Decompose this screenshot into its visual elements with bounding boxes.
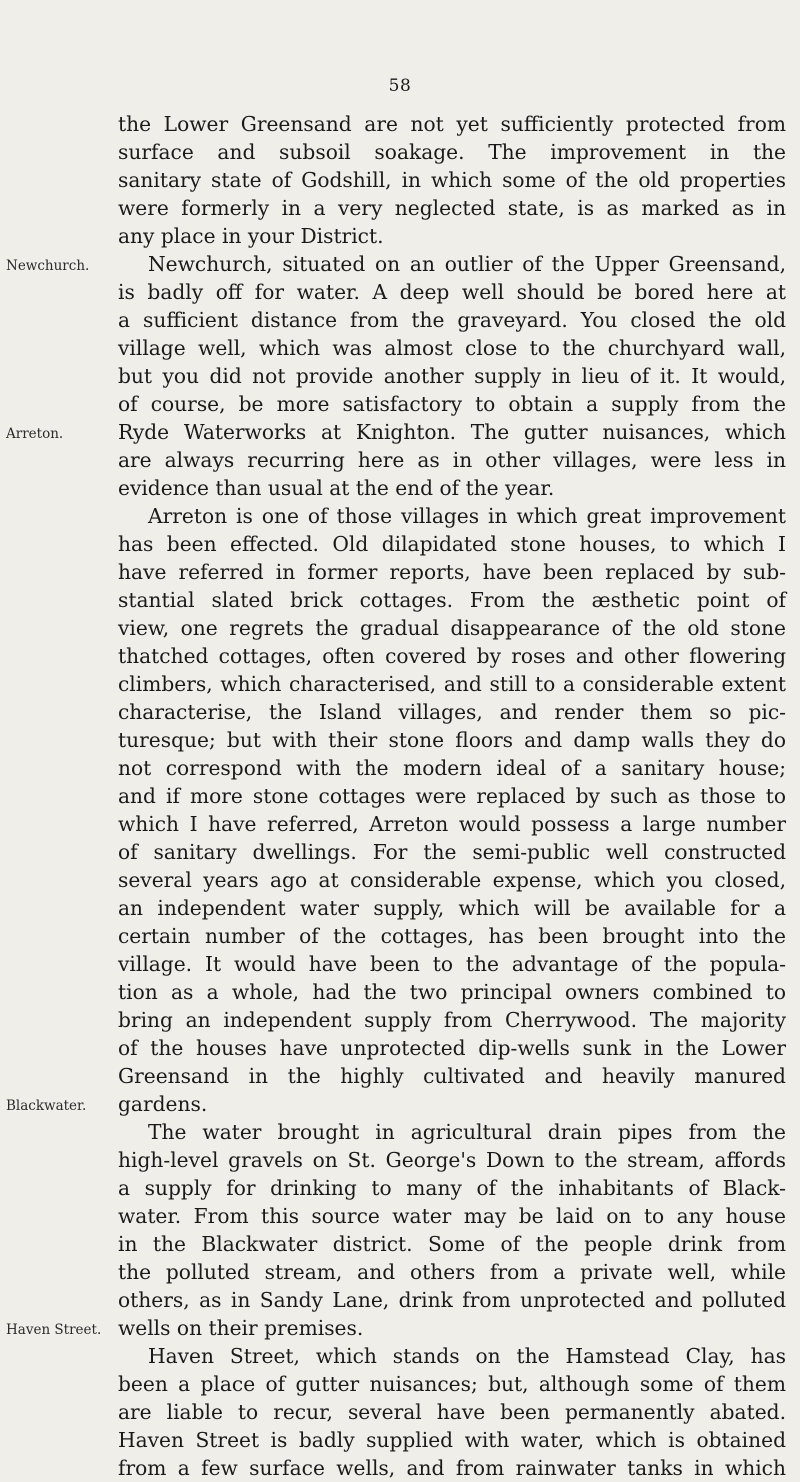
text-line: surface and subsoil soakage. The improvement in the [118, 140, 786, 164]
text-line: certain number of the cottages, has been brought into the [118, 924, 786, 948]
text-line: has been effected. Old dilapidated stone houses, to which I [118, 532, 786, 556]
text-line: the Lower Greensand are not yet sufficiently protected from [118, 112, 786, 136]
text-line: tion as a whole, had the two principal owners combined to [118, 980, 786, 1004]
paragraph-start-haven-street: Haven Street, which stands on the Hamstead Clay, has [148, 1344, 786, 1368]
margin-note-newchurch: Newchurch. [6, 258, 90, 274]
paragraph-start-newchurch: Newchurch, situated on an outlier of the Upper Greensand, [148, 252, 786, 276]
text-line: evidence than usual at the end of the year. [118, 476, 555, 500]
text-line: are liable to recur, several have been permanently abated. [118, 1400, 786, 1424]
text-line: is badly off for water. A deep well should be bored here at [118, 280, 786, 304]
text-line: view, one regrets the gradual disappearance of the old stone [118, 616, 786, 640]
text-line: the polluted stream, and others from a private well, while [118, 1260, 786, 1284]
text-line: sanitary state of Godshill, in which some of the old properties [118, 168, 786, 192]
text-line: water. From this source water may be laid on to any house [118, 1204, 786, 1228]
text-line: stantial slated brick cottages. From the æsthetic point of [118, 588, 786, 612]
text-line: wells on their premises. [118, 1316, 364, 1340]
text-line: Haven Street is badly supplied with water, which is obtained [118, 1428, 786, 1452]
text-line: in the Blackwater district. Some of the people drink from [118, 1232, 786, 1256]
text-line: turesque; but with their stone floors and damp walls they do [118, 728, 786, 752]
margin-note-arreton: Arreton. [6, 426, 64, 442]
paragraph-start-blackwater: The water brought in agricultural drain pipes from the [148, 1120, 786, 1144]
page-number: 58 [388, 76, 412, 96]
text-line: any place in your District. [118, 224, 384, 248]
text-line: several years ago at considerable expense, which you closed, [118, 868, 786, 892]
text-line: village. It would have been to the advantage of the popula- [118, 952, 786, 976]
text-line: thatched cottages, often covered by roses and other flowering [118, 644, 786, 668]
text-line: bring an independent supply from Cherrywood. The majority [118, 1008, 786, 1032]
text-line: Greensand in the highly cultivated and heavily manured [118, 1064, 786, 1088]
body-text [118, 110, 786, 1482]
text-line: but you did not provide another supply in lieu of it. It would, [118, 364, 786, 388]
text-line: not correspond with the modern ideal of a sanitary house; [118, 756, 786, 780]
text-line: of the houses have unprotected dip-wells sunk in the Lower [118, 1036, 786, 1060]
margin-note-haven-street: Haven Street. [6, 1322, 102, 1338]
text-line: are always recurring here as in other villages, were less in [118, 448, 786, 472]
text-line: gardens. [118, 1092, 208, 1116]
text-line: have referred in former reports, have been replaced by sub- [118, 560, 786, 584]
text-line: been a place of gutter nuisances; but, although some of them [118, 1372, 786, 1396]
text-line: climbers, which characterised, and still to a considerable extent [118, 672, 786, 696]
text-line: of sanitary dwellings. For the semi-public well constructed [118, 840, 786, 864]
text-line: Ryde Waterworks at Knighton. The gutter nuisances, which [118, 420, 786, 444]
paragraph-start-arreton: Arreton is one of those villages in which great improvement [148, 504, 786, 528]
text-line: from a few surface wells, and from rainwater tanks in which [118, 1456, 786, 1480]
text-line: others, as in Sandy Lane, drink from unprotected and polluted [118, 1288, 786, 1312]
text-line: a sufficient distance from the graveyard. You closed the old [118, 308, 786, 332]
text-line: characterise, the Island villages, and render them so pic- [118, 700, 786, 724]
text-line: an independent water supply, which will be available for a [118, 896, 786, 920]
text-line: and if more stone cottages were replaced by such as those to [118, 784, 786, 808]
text-line: which I have referred, Arreton would possess a large number [118, 812, 786, 836]
text-line: a supply for drinking to many of the inhabitants of Black- [118, 1176, 786, 1200]
text-line: of course, be more satisfactory to obtain a supply from the [118, 392, 786, 416]
text-line: village well, which was almost close to the churchyard wall, [118, 336, 786, 360]
margin-note-blackwater: Blackwater. [6, 1098, 87, 1114]
text-line: were formerly in a very neglected state, is as marked as in [118, 196, 786, 220]
text-line: high-level gravels on St. George's Down to the stream, affords [118, 1148, 786, 1172]
